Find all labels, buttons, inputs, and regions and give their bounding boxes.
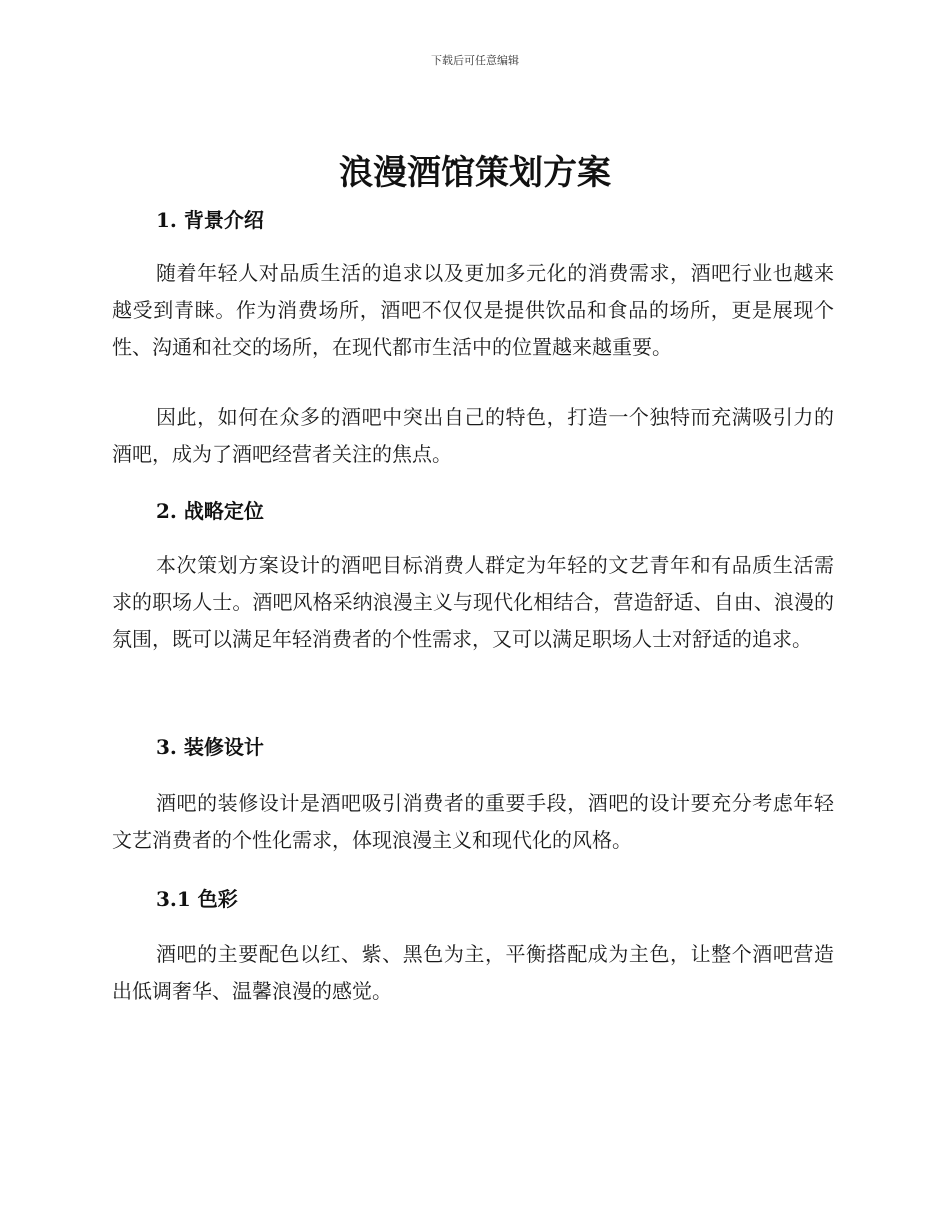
- document-title: 浪漫酒馆策划方案: [339, 153, 611, 193]
- page-header-note: 下载后可任意编辑: [431, 54, 519, 67]
- paragraph-background-2: 因此，如何在众多的酒吧中突出自己的特色，打造一个独特而充满吸引力的酒吧，成为了酒吧经营者关注的焦点。: [112, 405, 834, 466]
- paragraph-decoration: 酒吧的装修设计是酒吧吸引消费者的重要手段，酒吧的设计要充分考虑年轻文艺消费者的个性化需求，体现浪漫主义和现代化的风格。: [112, 791, 834, 852]
- paragraph-color: 酒吧的主要配色以红、紫、黑色为主，平衡搭配成为主色，让整个酒吧营造出低调奢华、温馨浪漫的感觉。: [112, 942, 834, 1003]
- section-heading-decoration: 3. 装修设计: [156, 735, 264, 759]
- paragraph-background-1: 随着年轻人对品质生活的追求以及更加多元化的消费需求，酒吧行业也越来越受到青睐。作为消费场所，酒吧不仅仅是提供饮品和食品的场所，更是展现个性、沟通和社交的场所，在现代都市生活中的位置越来越重要。: [112, 261, 834, 359]
- section-heading-color: 3.1 色彩: [156, 887, 238, 911]
- section-heading-background: 1. 背景介绍: [156, 208, 264, 232]
- paragraph-strategy: 本次策划方案设计的酒吧目标消费人群定为年轻的文艺青年和有品质生活需求的职场人士。酒吧风格采纳浪漫主义与现代化相结合，营造舒适、自由、浪漫的氛围，既可以满足年轻消费者的个性需求，又可以满足职场人士对舒适的追求。: [112, 553, 834, 651]
- section-heading-strategy: 2. 战略定位: [156, 499, 264, 523]
